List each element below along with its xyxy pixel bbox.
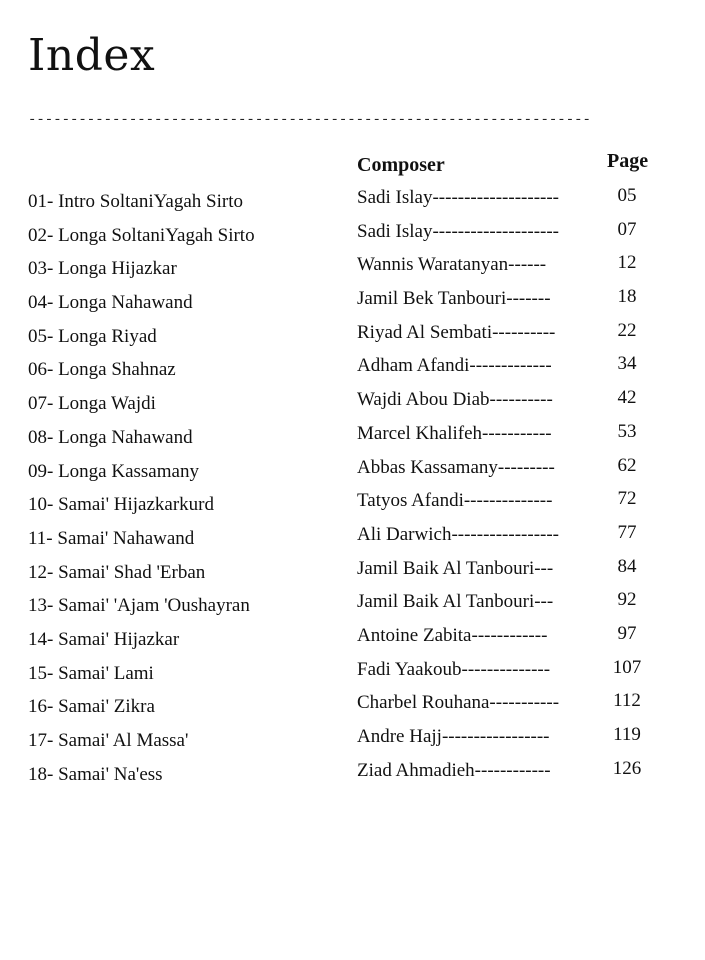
entry-composer: Ali Darwich-----------------	[357, 523, 560, 545]
entry-page-number: 97	[617, 622, 637, 644]
entry-composer: Jamil Baik Al Tanbouri---	[357, 557, 554, 579]
entry-composer: Abbas Kassamany---------	[357, 456, 555, 478]
entry-page-number: 34	[617, 353, 637, 375]
entry-composer: Adham Afandi-------------	[357, 355, 552, 377]
index-entry	[0, 622, 705, 659]
index-entry	[0, 726, 705, 760]
entry-composer: Jamil Baik Al Tanbouri---	[357, 591, 554, 613]
page-column-header: Page	[607, 150, 649, 172]
entry-title: 15- Samai' Lami	[28, 662, 154, 684]
index-entry	[0, 490, 705, 524]
entry-page-number: 107	[612, 656, 642, 678]
index-entry	[0, 319, 705, 356]
entry-title: 01- Intro SoltaniYagah Sirto	[28, 191, 243, 212]
index-entry	[0, 656, 705, 693]
entry-composer: Riyad Al Sembati----------	[357, 321, 556, 343]
entry-composer: Jamil Bek Tanbouri-------	[357, 288, 551, 310]
index-entry	[0, 389, 705, 423]
page-title: Index	[28, 30, 156, 81]
entry-composer: Fadi Yaakoub--------------	[357, 658, 551, 680]
entry-title: 17- Samai' Al Massa'	[28, 730, 189, 751]
entry-title: 14- Samai' Hijazkar	[28, 628, 180, 650]
entry-composer: Antoine Zabita------------	[357, 624, 548, 646]
index-entry	[0, 218, 705, 255]
entry-title: 03- Longa Hijazkar	[28, 258, 177, 280]
entry-title: 18- Samai' Na'ess	[28, 763, 163, 785]
entry-page-number: 07	[617, 218, 637, 240]
entry-composer: Sadi Islay--------------------	[357, 220, 560, 242]
entry-composer: Charbel Rouhana-----------	[357, 692, 560, 714]
index-entry	[0, 591, 705, 625]
index-entry	[0, 187, 705, 221]
entry-page-number: 112	[613, 690, 641, 712]
separator-line: -------------------------------------------------------------------	[28, 112, 591, 128]
index-entry	[0, 454, 705, 491]
entry-composer: Sadi Islay--------------------	[357, 187, 560, 208]
entry-title: 07- Longa Wajdi	[28, 393, 156, 415]
entry-page-number: 62	[617, 454, 637, 476]
entry-page-number: 72	[617, 488, 637, 510]
index-entry	[0, 254, 705, 288]
entry-page-number: 22	[617, 319, 637, 341]
entry-title: 09- Longa Kassamany	[28, 460, 199, 482]
index-entry	[0, 288, 705, 322]
entry-title: 12- Samai' Shad 'Erban	[28, 561, 206, 583]
index-entry	[0, 692, 705, 726]
entry-page-number: 18	[617, 286, 637, 308]
entry-title: 13- Samai' 'Ajam 'Oushayran	[28, 595, 250, 617]
index-entry	[0, 521, 705, 558]
entry-page-number: 92	[617, 589, 637, 611]
entry-title: 11- Samai' Nahawand	[28, 527, 195, 549]
entry-page-number: 126	[612, 757, 642, 779]
entry-composer: Wannis Waratanyan------	[357, 254, 547, 276]
entry-composer: Marcel Khalifeh-----------	[357, 422, 552, 444]
index-entry	[0, 555, 705, 592]
entry-title: 16- Samai' Zikra	[28, 696, 155, 718]
entry-composer: Tatyos Afandi--------------	[357, 490, 553, 512]
entry-title: 06- Longa Shahnaz	[28, 359, 176, 381]
entry-page-number: 05	[617, 185, 637, 206]
entry-page-number: 42	[617, 387, 637, 409]
index-list	[0, 187, 705, 793]
entry-title: 04- Longa Nahawand	[28, 292, 193, 314]
entry-composer: Wajdi Abou Diab----------	[357, 389, 553, 411]
entry-page-number: 77	[617, 521, 637, 543]
entry-page-number: 12	[617, 252, 637, 274]
entry-page-number: 53	[617, 420, 637, 442]
entry-title: 08- Longa Nahawand	[28, 426, 193, 448]
entry-title: 05- Longa Riyad	[28, 325, 157, 347]
entry-title: 10- Samai' Hijazkarkurd	[28, 494, 214, 516]
index-entry	[0, 420, 705, 457]
composer-column-header: Composer	[357, 154, 445, 176]
entry-composer: Andre Hajj-----------------	[357, 726, 550, 747]
entry-page-number: 119	[613, 724, 641, 745]
index-entry	[0, 355, 705, 389]
entry-title: 02- Longa SoltaniYagah Sirto	[28, 224, 255, 246]
entry-composer: Ziad Ahmadieh------------	[357, 759, 551, 781]
entry-page-number: 84	[617, 555, 637, 577]
index-entry	[0, 757, 705, 794]
